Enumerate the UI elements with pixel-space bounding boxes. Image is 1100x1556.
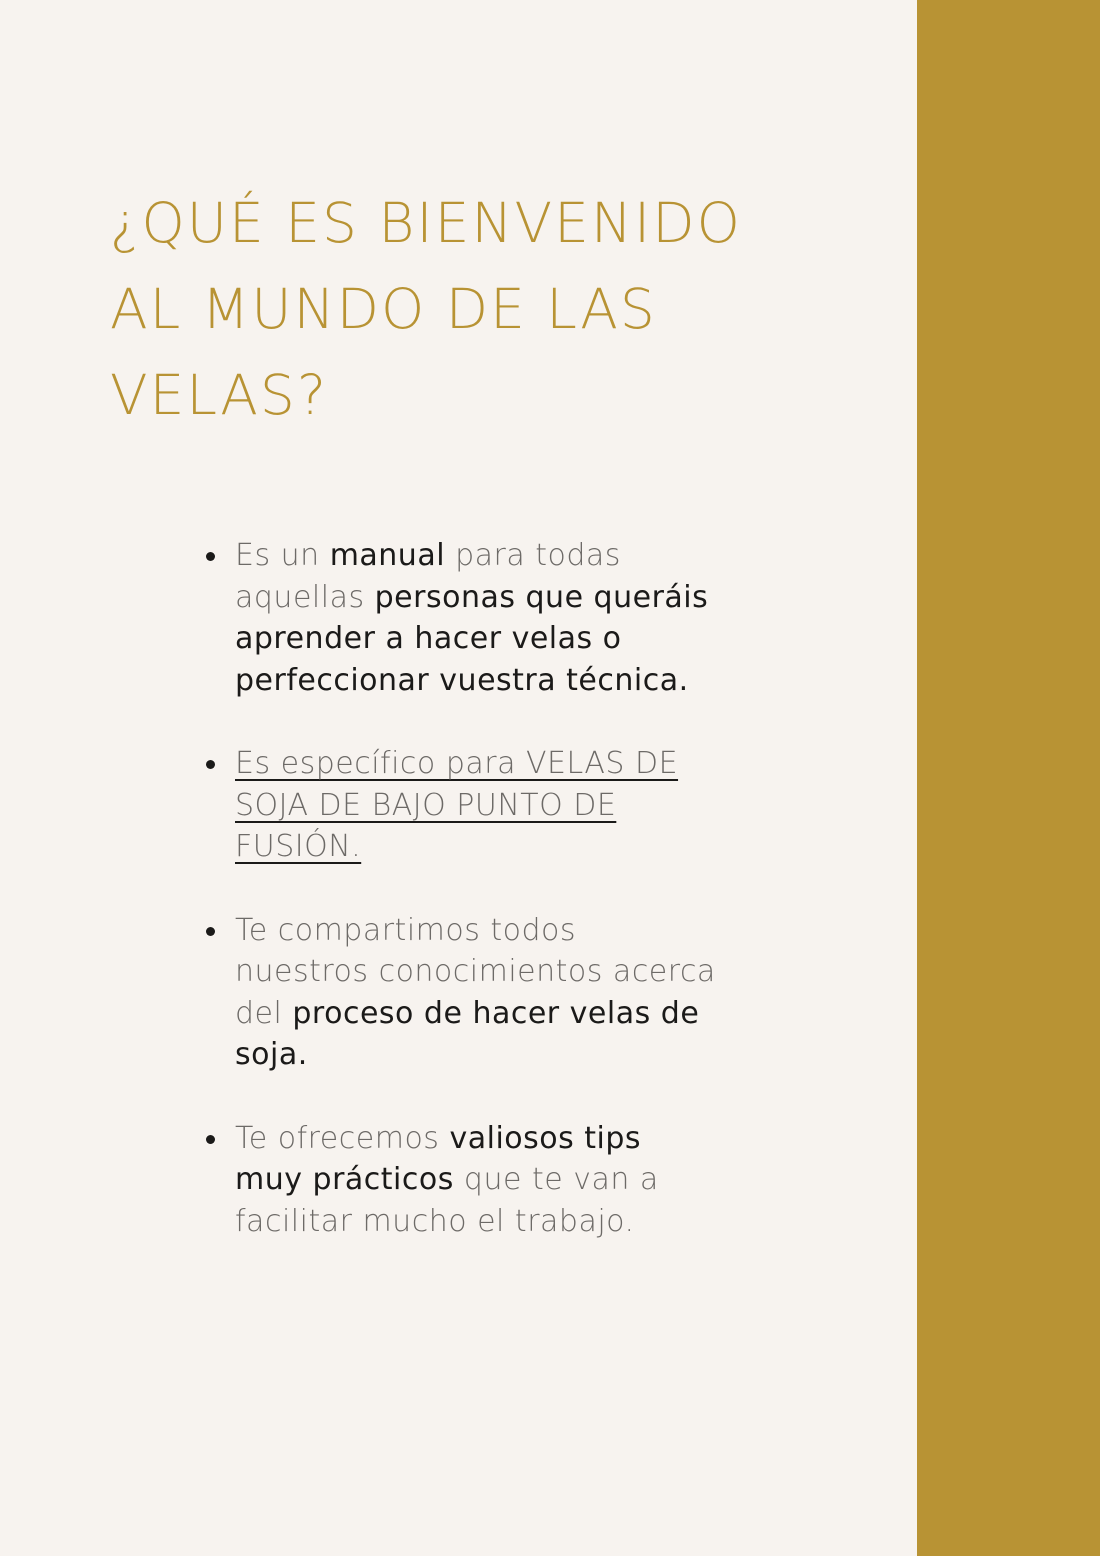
bullet-text: Te ofrecemos	[235, 1120, 450, 1156]
list-item	[200, 1118, 780, 1243]
side-accent-band	[917, 0, 1100, 1556]
bullet-emphasis: soja.	[235, 1037, 308, 1072]
bullet-line	[235, 1159, 780, 1201]
feature-list	[200, 535, 780, 1284]
bullet-text: Es un	[235, 538, 330, 573]
bullet-emphasis: valiosos tips	[449, 1120, 642, 1156]
bullet-text: que te van a	[453, 1162, 659, 1197]
bullet-emphasis: muy prácticos	[235, 1162, 454, 1197]
bullet-dot-icon	[206, 927, 215, 936]
bullet-emphasis: personas que queráis	[374, 579, 709, 615]
bullet-emphasis: perfeccionar vuestra técnica.	[235, 662, 689, 698]
title-line: VELAS?	[110, 363, 329, 427]
bullet-dot-icon	[206, 760, 215, 769]
bullet-line	[235, 577, 780, 619]
bullet-emphasis: aprender a hacer velas o	[235, 621, 622, 656]
bullet-underlined-text: FUSIÓN.	[235, 829, 362, 864]
title-line: ¿QUÉ ES BIENVENIDO	[110, 191, 742, 255]
page-title	[110, 180, 850, 438]
bullet-line	[235, 993, 780, 1035]
bullet-dot-icon	[206, 552, 215, 561]
bullet-underlined-text: Es específico para VELAS DE	[235, 746, 679, 781]
bullet-text: del	[235, 995, 293, 1031]
bullet-line	[235, 535, 780, 577]
bullet-text: para todas	[445, 538, 621, 573]
bullet-underlined-text: SOJA DE BAJO PUNTO DE	[235, 787, 617, 823]
bullet-text: Te compartimos todos	[235, 912, 577, 948]
list-item	[200, 535, 780, 701]
title-line: AL MUNDO DE LAS	[110, 277, 657, 341]
bullet-emphasis: proceso de hacer velas de	[292, 995, 700, 1031]
bullet-text: nuestros conocimientos acerca	[235, 954, 716, 989]
bullet-emphasis: manual	[329, 538, 446, 573]
bullet-dot-icon	[206, 1135, 215, 1144]
bullet-text: aquellas	[235, 579, 375, 615]
bullet-line	[235, 1118, 780, 1160]
bullet-text: facilitar mucho el trabajo.	[235, 1203, 635, 1239]
list-item	[200, 743, 780, 868]
list-item	[200, 910, 780, 1076]
